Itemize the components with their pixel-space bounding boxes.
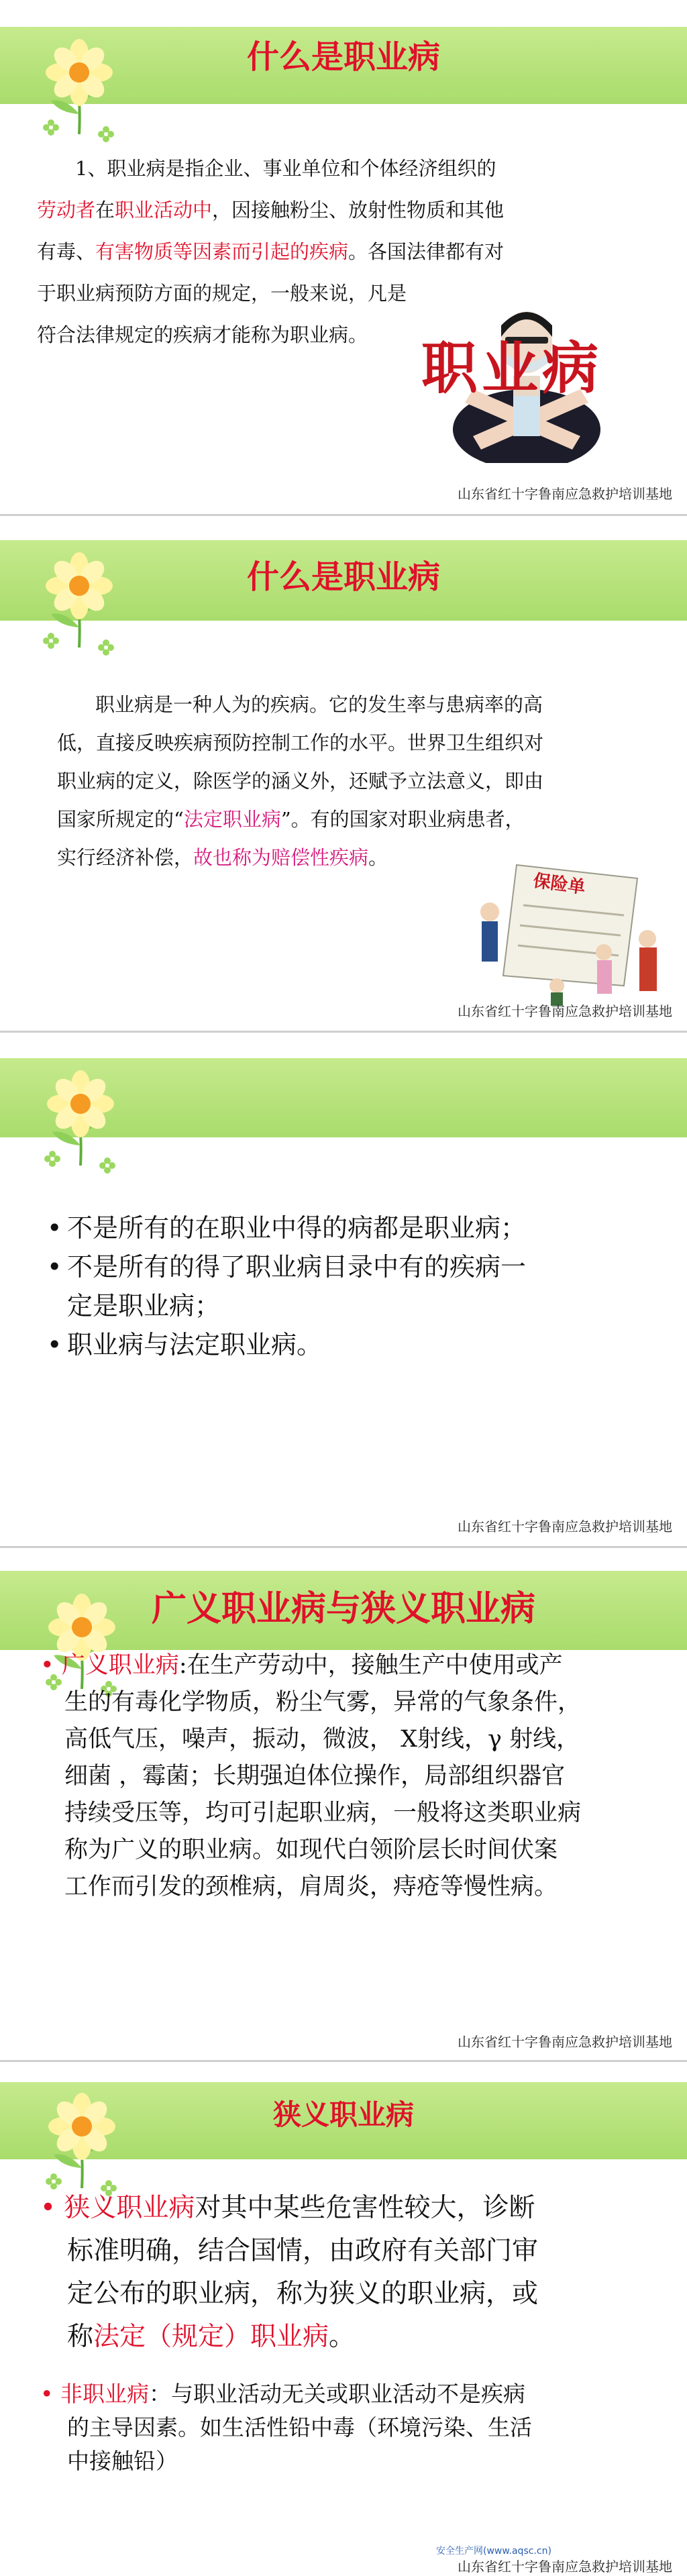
text: 称 — [67, 2322, 94, 2352]
paragraph-line: 职业病的定义，除医学的涵义外，还赋予立法意义，即由 — [57, 770, 544, 792]
paragraph-line: • 广义职业病:在生产劳动中，接触生产中使用或产 — [40, 1652, 563, 1679]
paragraph-line — [37, 236, 504, 267]
slide-title: 广义职业病与狭义职业病 — [151, 1589, 535, 1629]
slide-title: 狭义职业病 — [272, 2098, 414, 2131]
highlight-text: 法定（规定）职业病 — [93, 2322, 329, 2352]
text: 实行经济补偿， — [57, 846, 194, 869]
list-item: • 不是所有的在职业中得的病都是职业病； — [67, 1208, 526, 1247]
watermark-text: 安全生产网(www.aqsc.cn) — [436, 2546, 551, 2557]
paragraph-line: 定公布的职业病，称为狭义的职业病，或 — [67, 2279, 539, 2309]
paragraph-line: 低，直接反映疾病预防控制工作的水平。世界卫生组织对 — [57, 731, 544, 754]
slide-1 — [0, 0, 687, 514]
footer-text: 山东省红十字鲁南应急救护培训基地 — [458, 1518, 672, 1535]
footer-text: 山东省红十字鲁南应急救护培训基地 — [458, 486, 672, 502]
text: ：与职业活动无关或职业活动不是疾病 — [148, 2381, 525, 2407]
highlight-text: 有害物质等因素而引起的疾病 — [95, 240, 349, 263]
paragraph-line: 高低气压，噪声，振动，微波， X射线，γ 射线， — [64, 1726, 580, 1753]
paragraph-block — [40, 2187, 671, 2359]
text: ，因接触粉尘、放射性物质和其他 — [212, 199, 505, 221]
text: 对其中某些危害性较大，诊断 — [195, 2193, 535, 2223]
slide-5 — [0, 2060, 687, 2576]
text: 在 — [95, 199, 115, 221]
bullet-list — [67, 1208, 526, 1364]
paragraph-line — [37, 195, 504, 225]
paragraph-line: 持续受压等，均可引起职业病，一般将这类职业病 — [64, 1800, 582, 1826]
highlight-text: 广义职业病 — [61, 1652, 179, 1679]
highlight-text: 法定职业病 — [183, 808, 281, 831]
text: ”。有的国家对职业病患者， — [280, 808, 525, 831]
text: 定是职业病； — [67, 1291, 221, 1321]
paragraph-line: • 狭义职业病对其中某些危害性较大，诊断 — [40, 2193, 535, 2223]
paragraph-line: 标准明确，结合国情，由政府有关部门审 — [67, 2236, 539, 2266]
slide-4 — [0, 1546, 687, 2062]
paragraph-line: 职业病是一种人为的疾病。它的发生率与患病率的高 — [95, 693, 543, 716]
flower-icon — [40, 1065, 124, 1179]
paragraph-line: 生的有毒化学物质，粉尘气雾，异常的气象条件， — [64, 1689, 582, 1716]
text: :在生产劳动中，接触生产中使用或产 — [178, 1652, 563, 1679]
text: 。各国法律都有对 — [348, 240, 505, 263]
slide-2 — [0, 514, 687, 1033]
text: 有毒、 — [37, 240, 96, 263]
highlight-text: 非职业病 — [60, 2381, 149, 2407]
image-caption-text: 保险单 — [531, 870, 587, 898]
list-item — [67, 1247, 526, 1325]
highlight-text: 职业活动中 — [115, 199, 213, 221]
paragraph-line: 的主导因素。如生活性铅中毒（环境污染、生活 — [67, 2414, 532, 2440]
paragraph-line: 1、职业病是指企业、事业单位和个体经济组织的 — [75, 157, 496, 180]
slide-3 — [0, 1031, 687, 1548]
list-item: • 职业病与法定职业病。 — [67, 1325, 526, 1364]
paragraph-line: 于职业病预防方面的规定，一般来说，凡是 — [37, 282, 407, 305]
paragraph-line: • 非职业病：与职业活动无关或职业活动不是疾病 — [40, 2381, 525, 2407]
paragraph-block — [40, 2377, 671, 2478]
paragraph-line: 称为广义的职业病。如现代白领阶层长时间伏案 — [64, 1837, 558, 1863]
text: 。 — [368, 846, 388, 869]
slide-title: 什么是职业病 — [246, 558, 440, 596]
highlight-text: 劳动者 — [37, 199, 96, 221]
slide-title: 什么是职业病 — [246, 38, 440, 76]
footer-text: 山东省红十字鲁南应急救护培训基地 — [458, 1003, 672, 1019]
text: 国家所规定的“ — [57, 808, 184, 831]
paragraph-line: 细菌 ，霉菌；长期强迫体位操作，局部组织器官 — [64, 1763, 566, 1790]
highlight-text: 故也称为赔偿性疾病 — [193, 846, 369, 869]
paragraph-line — [40, 2316, 671, 2359]
paragraph-line — [57, 804, 525, 835]
paragraph-block — [40, 1647, 671, 1906]
footer-text: 山东省红十字鲁南应急救护培训基地 — [458, 2559, 672, 2575]
footer-text: 山东省红十字鲁南应急救护培训基地 — [458, 2034, 672, 2050]
text: 。 — [329, 2322, 356, 2352]
paragraph-line: 工作而引发的颈椎病，肩周炎，痔疮等慢性病。 — [64, 1873, 558, 1900]
image-caption-text: 职业病 — [421, 336, 603, 401]
paragraph-line: 符合法律规定的疾病才能称为职业病。 — [37, 323, 368, 346]
paragraph-line — [57, 842, 388, 873]
paragraph-line: 中接触铅） — [67, 2448, 178, 2474]
highlight-text: 狭义职业病 — [64, 2193, 195, 2223]
text: 不是所有的得了职业病目录中有的疾病一 — [67, 1252, 527, 1282]
